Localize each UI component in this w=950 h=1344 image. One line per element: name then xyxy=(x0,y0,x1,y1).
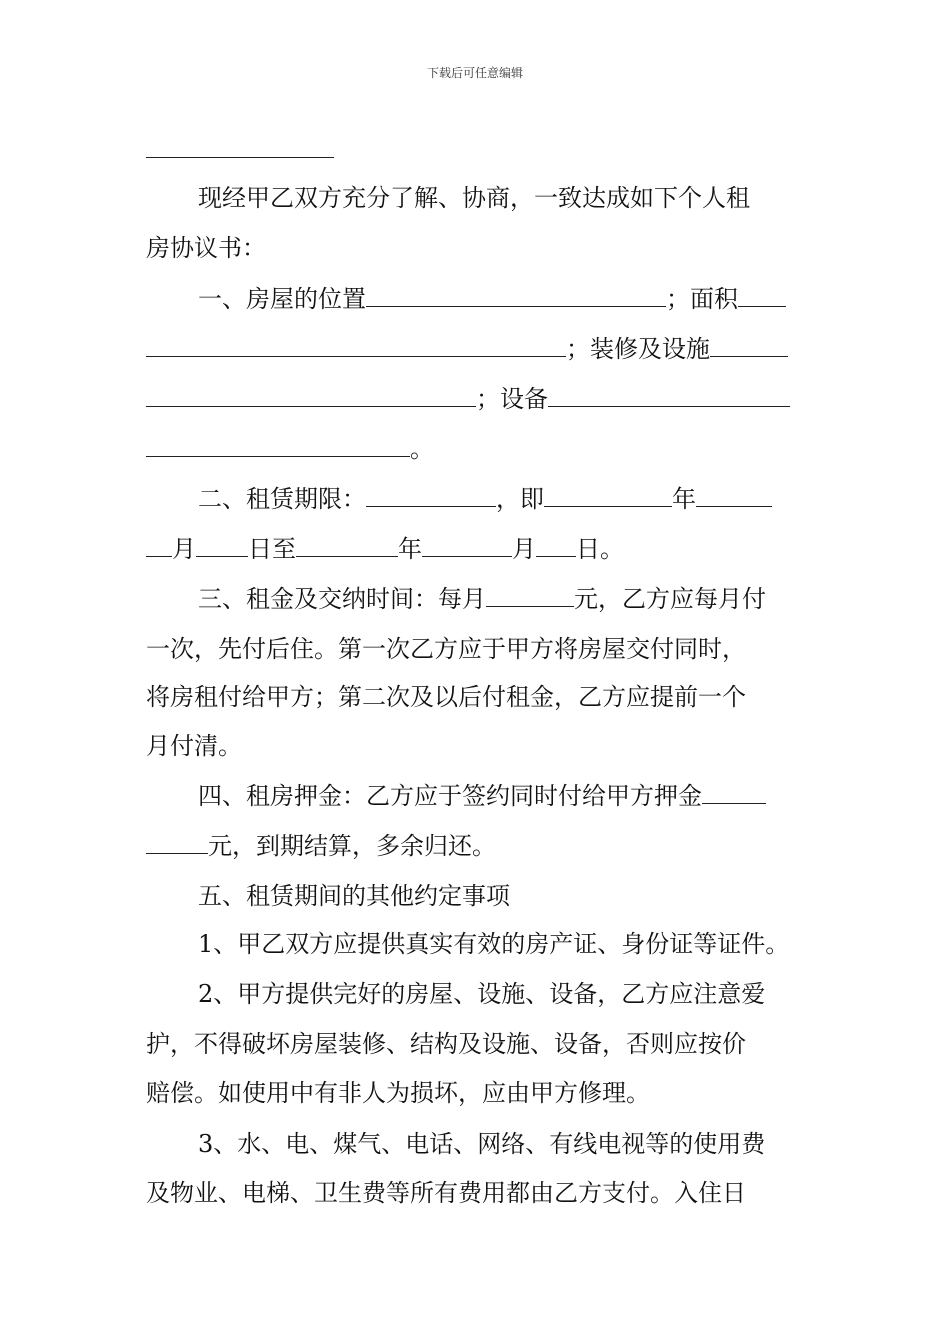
signature-blank-line xyxy=(146,157,334,158)
equipment-blank-cont[interactable] xyxy=(146,434,410,457)
section-1-line-1 xyxy=(146,275,858,323)
section-3-label: 三、租金及交纳时间：每月 xyxy=(198,585,486,613)
end-day-blank[interactable] xyxy=(536,534,576,557)
intro-line-1: 现经甲乙双方充分了解、协商，一致达成如下个人租 xyxy=(198,184,750,212)
clause-3-line-2: 及物业、电梯、卫生费等所有费用都由乙方支付。入住日 xyxy=(146,1179,746,1207)
start-month-label: 月 xyxy=(172,535,196,563)
section-2-line-1 xyxy=(146,475,858,523)
decoration-label: ；装修及设施 xyxy=(566,335,710,363)
section-3-line-4: 月付清。 xyxy=(146,732,242,760)
deposit-unit: 元，到期结算，多余归还。 xyxy=(208,832,496,860)
start-day-label: 日至 xyxy=(248,535,296,563)
section-1-end: 。 xyxy=(410,435,434,463)
term-blank[interactable] xyxy=(366,484,496,507)
section-2-label: 二、租赁期限： xyxy=(198,485,366,513)
start-month-blank-cont[interactable] xyxy=(146,534,172,557)
equipment-label: ；设备 xyxy=(476,385,548,413)
end-month-blank[interactable] xyxy=(422,534,512,557)
equipment-blank[interactable] xyxy=(548,384,790,407)
intro-line-2: 房协议书： xyxy=(146,234,266,262)
section-4-line-2 xyxy=(146,822,806,870)
area-label: ；面积 xyxy=(666,285,738,313)
section-1-line-2 xyxy=(146,325,806,373)
section-3-line-1 xyxy=(146,575,858,623)
end-month-label: 月 xyxy=(512,535,536,563)
page-header: 下载后可任意编辑 xyxy=(426,66,523,80)
clause-1: 1、甲乙双方应提供真实有效的房产证、身份证等证件。 xyxy=(198,930,790,958)
clause-3-line-1: 3、水、电、煤气、电话、网络、有线电视等的使用费 xyxy=(198,1130,766,1158)
end-year-blank[interactable] xyxy=(296,534,398,557)
decoration-blank[interactable] xyxy=(710,334,788,357)
deposit-blank-cont[interactable] xyxy=(146,831,208,854)
start-year-label: 年 xyxy=(672,485,696,513)
area-blank-cont[interactable] xyxy=(146,334,566,357)
end-year-label: 年 xyxy=(398,535,422,563)
clause-2-line-3: 赔偿。如使用中有非人为损坏，应由甲方修理。 xyxy=(146,1079,650,1107)
clause-2-line-1: 2、甲方提供完好的房屋、设施、设备，乙方应注意爱 xyxy=(198,980,766,1008)
term-ie: ，即 xyxy=(496,485,544,513)
section-4-line-1 xyxy=(146,772,858,820)
end-day-label: 日。 xyxy=(576,535,624,563)
section-1-label: 一、房屋的位置 xyxy=(198,285,366,313)
area-blank[interactable] xyxy=(738,284,786,307)
rent-unit: 元，乙方应每月付 xyxy=(574,585,766,613)
section-3-line-2: 一次，先付后住。第一次乙方应于甲方将房屋交付同时， xyxy=(146,635,746,663)
section-4-label: 四、租房押金：乙方应于签约同时付给甲方押金 xyxy=(198,782,702,810)
location-blank[interactable] xyxy=(366,284,666,307)
rent-blank[interactable] xyxy=(486,584,574,607)
start-month-blank[interactable] xyxy=(696,484,772,507)
deposit-blank[interactable] xyxy=(702,781,766,804)
section-1-line-4 xyxy=(146,425,806,473)
section-3-line-3: 将房租付给甲方；第二次及以后付租金，乙方应提前一个 xyxy=(146,683,746,711)
section-5-title: 五、租赁期间的其他约定事项 xyxy=(198,882,510,910)
section-1-line-3 xyxy=(146,375,806,423)
start-day-blank[interactable] xyxy=(196,534,248,557)
start-year-blank[interactable] xyxy=(544,484,672,507)
clause-2-line-2: 护，不得破坏房屋装修、结构及设施、设备，否则应按价 xyxy=(146,1030,746,1058)
section-2-line-2 xyxy=(146,525,806,573)
decoration-blank-cont[interactable] xyxy=(146,384,476,407)
